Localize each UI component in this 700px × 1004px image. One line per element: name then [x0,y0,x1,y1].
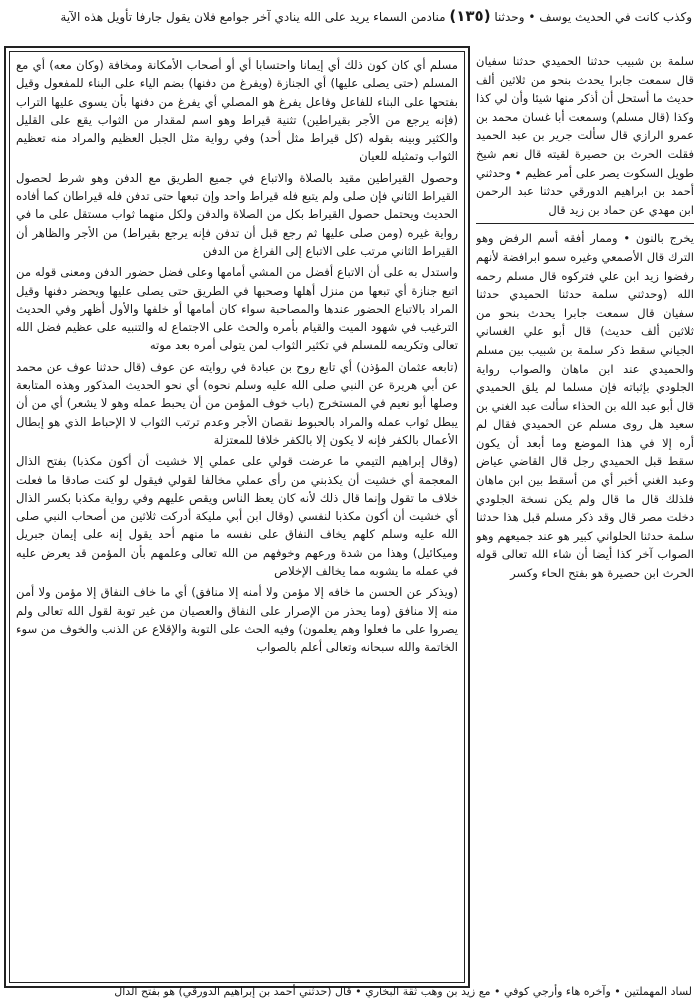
main-text-frame [4,46,470,988]
gloss-divider [476,223,694,224]
header-left-text: منادمن السماء يريد على الله ينادي آخر جوامع فلان يقول جارفا تأويل هذه الآية [60,10,446,24]
main-paragraph: (تابعه عثمان المؤذن) أي تابع روح بن عبادة في روايته عن عوف (قال حدثنا عوف عن محمد عن أبي هريرة عن النبي صلى الله عليه وسلم نحوه) أي نحو الحديث المذكور وهذه المتابعة وصلها أبو نعيم في المستخرج (باب خوف المؤمن من أن يحبط عمله وهو لا يشعر) أي من أن يبطل ثواب عمله والمراد بالحبوط نقصان الأجر وعدم ترتب الثواب لا الإحباط الذي هو إبطال الأعمال بالكفر فإنه لا يكون إلا بالكفر خلافا للمعتزلة [16,359,458,447]
page-header [8,6,692,46]
gloss-block-commentary: يخرج بالنون • وممار أفقه أسم الرفض وهو الترك قال الأصمعي وغيره سمو ابرافضة لأنهم رفضوا زيد ابن علي فتركوه قال مسلم رحمه الله (وحدثني سلمة حدثنا الحميدي حدثنا سفيان قال سمعت جابرا يحدث بنحو من ثلاثين ألف حديث) قال أبو علي الغساني الجياني سقط ذكر سلمة بن شبيب بين مسلم والحميدي عند ابن ماهان والصواب رواية الجلودي بإثباته فإن مسلما لم يلق الحميدي قال أبو عبد الله بن الحذاء سألت عبد الغني بن سعيد هل روى مسلم عن الحميدي فقال لم أره إلا في هذا الموضع وما أبعد أن يكون سقط قبل الحميدي رجل قال القاضي عياض وعبد الغني أخبر أي من أسقط بين ابن ماهان فلذلك قال ما قال ولم يكن نسخة الجلودي دخلت مصر قال وقد ذكر مسلم قبل هذا حدثنا سلمة حدثنا الحلواني كبير هو عند جميعهم وهو الصواب آخر كذا أيضا أن شاء الله تعالى قوله الحرث ابن حصيرة هو بفتح الحاء وكسر [476,231,694,581]
header-right-text: وكذب كانت في الحديث يوسف • وحدثنا [494,10,692,24]
main-paragraph: واستدل به على أن الاتباع أفضل من المشي أمامها وعلى فضل حضور الدفن ومعنى قوله من اتبع جنازة أي تبعها من منزل أهلها وصحبها في الطريق حتى يصلى عليها ويحضر دفنها وقيل المراد بالاتباع الحضور عندها والمصاحبة سواء كان أمامها أو خلفها والأول أظهر وفي الحديث الترغيب في شهود الميت والقيام بأمره والحث على الاجتماع له والتنبيه على عظيم فضل الله تعالى وتكريمه للمسلم في تكثير الثواب لمن يتولى أمره بعد موته [16,265,458,353]
main-paragraph: وحصول القيراطين مقيد بالصلاة والاتباع في جميع الطريق مع الدفن وهو شرط لحصول القيراط الثاني فإن صلى ولم يتبع فله قيراط واحد وإن تبعها حتى تدفن فله قيراطان كما أفاده الحديث ويحتمل حصول القيراط بكل من الصلاة والدفن ولكل منهما ثواب مستقل على ما في رواية غيره (ومن صلى عليها ثم رجع قبل أن تدفن فإنه يرجع بقيراط) من الأجر والظاهر أن القيراط الثاني مرتب على الاتباع إلى الفراغ من الدفن [16,170,458,258]
margin-gloss [476,52,694,988]
main-text [9,51,465,983]
main-paragraph: (ويذكر عن الحسن ما خافه إلا مؤمن ولا أمنه إلا منافق) أي ما خاف النفاق إلا مؤمن ولا أمن منه إلا منافق (وما يحذر من الإصرار على النفاق والعصيان من غير توبة لقول الله تعالى ولم يصروا على ما فعلوا وهم يعلمون) وفيه الحث على التوبة والإقلاع عن الذنب والخوف من سوء الخاتمة والله سبحانه وتعالى أعلم بالصواب [16,585,458,655]
main-paragraph: (وقال إبراهيم التيمي ما عرضت قولي على عملي إلا خشيت أن أكون مكذبا) بفتح الذال المعجمة أي خشيت أن يكذبني من رأى عملي مخالفا لقولي فيقول لو كنت صادقا ما فعلت خلاف ما تقول وإنما قال ذلك لأنه كان يعظ الناس ويقص عليهم وفي رواية مكذبا بكسر الذال أي خشيت أن أكون مكذبا لنفسي (وقال ابن أبي مليكة أدركت ثلاثين من أصحاب النبي صلى الله عليه وسلم كلهم يخاف النفاق على نفسه ما منهم أحد يقول إنه على إيمان جبريل وميكائيل) وهذا من شدة ورعهم وخوفهم من الله تعالى وعلمهم بأن المؤمن قد يعرض عليه في عمله ما يشوبه مما يخالف الإخلاص [16,454,458,579]
gloss-block-hadith: سلمة بن شبيب حدثنا الحميدي حدثنا سفيان قال سمعت جابرا يحدث بنحو من ثلاثين ألف حديث ما أستحل أن أذكر منها شيئا وأن لي كذا وكذا (قال مسلم) وسمعت أبا غسان محمد بن عمرو الرازي قال سألت جرير بن عبد الحميد فقلت الحرث بن حصيرة لقيته قال نعم شيخ طويل السكوت يصر على أمر عظيم • وحدثني أحمد بن ابراهيم الدورقي حدثنا عبد الرحمن ابن مهدي عن حماد بن زيد قال [476,54,694,217]
main-paragraph: مسلم أي كان كون ذلك أي إيمانا واحتسابا أي أو أصحاب الأمكانة ومخافة (وكان معه) أي مع المسلم (حتى يصلى عليها) أي الجنازة (ويفرغ من دفنها) بضم الياء على البناء للمفعول وقيل بفتحها على البناء للفاعل وفاعل يفرغ هو المصلي أي يفرغ من دفنها بأن يسوى عليها التراب (فإنه يرجع من الأجر بقيراطين) تثنية قيراط وهو اسم لمقدار من الثواب يقع على القليل والكثير وبينه بقوله (كل قيراط مثل أحد) وفي رواية مثل الجبل العظيم والمراد منه تعظيم الثواب وتمثيله للعيان [16,58,458,164]
page-footer: لساد المهملتين • وآخره هاء وأرجي كوفي • مع زيد بن وهب ثقة البخاري • قال (حدثني أحمد بن إبراهيم الدورقي) هو بفتح الدال [114,985,692,998]
page-number: (١٣٥) [449,7,491,25]
